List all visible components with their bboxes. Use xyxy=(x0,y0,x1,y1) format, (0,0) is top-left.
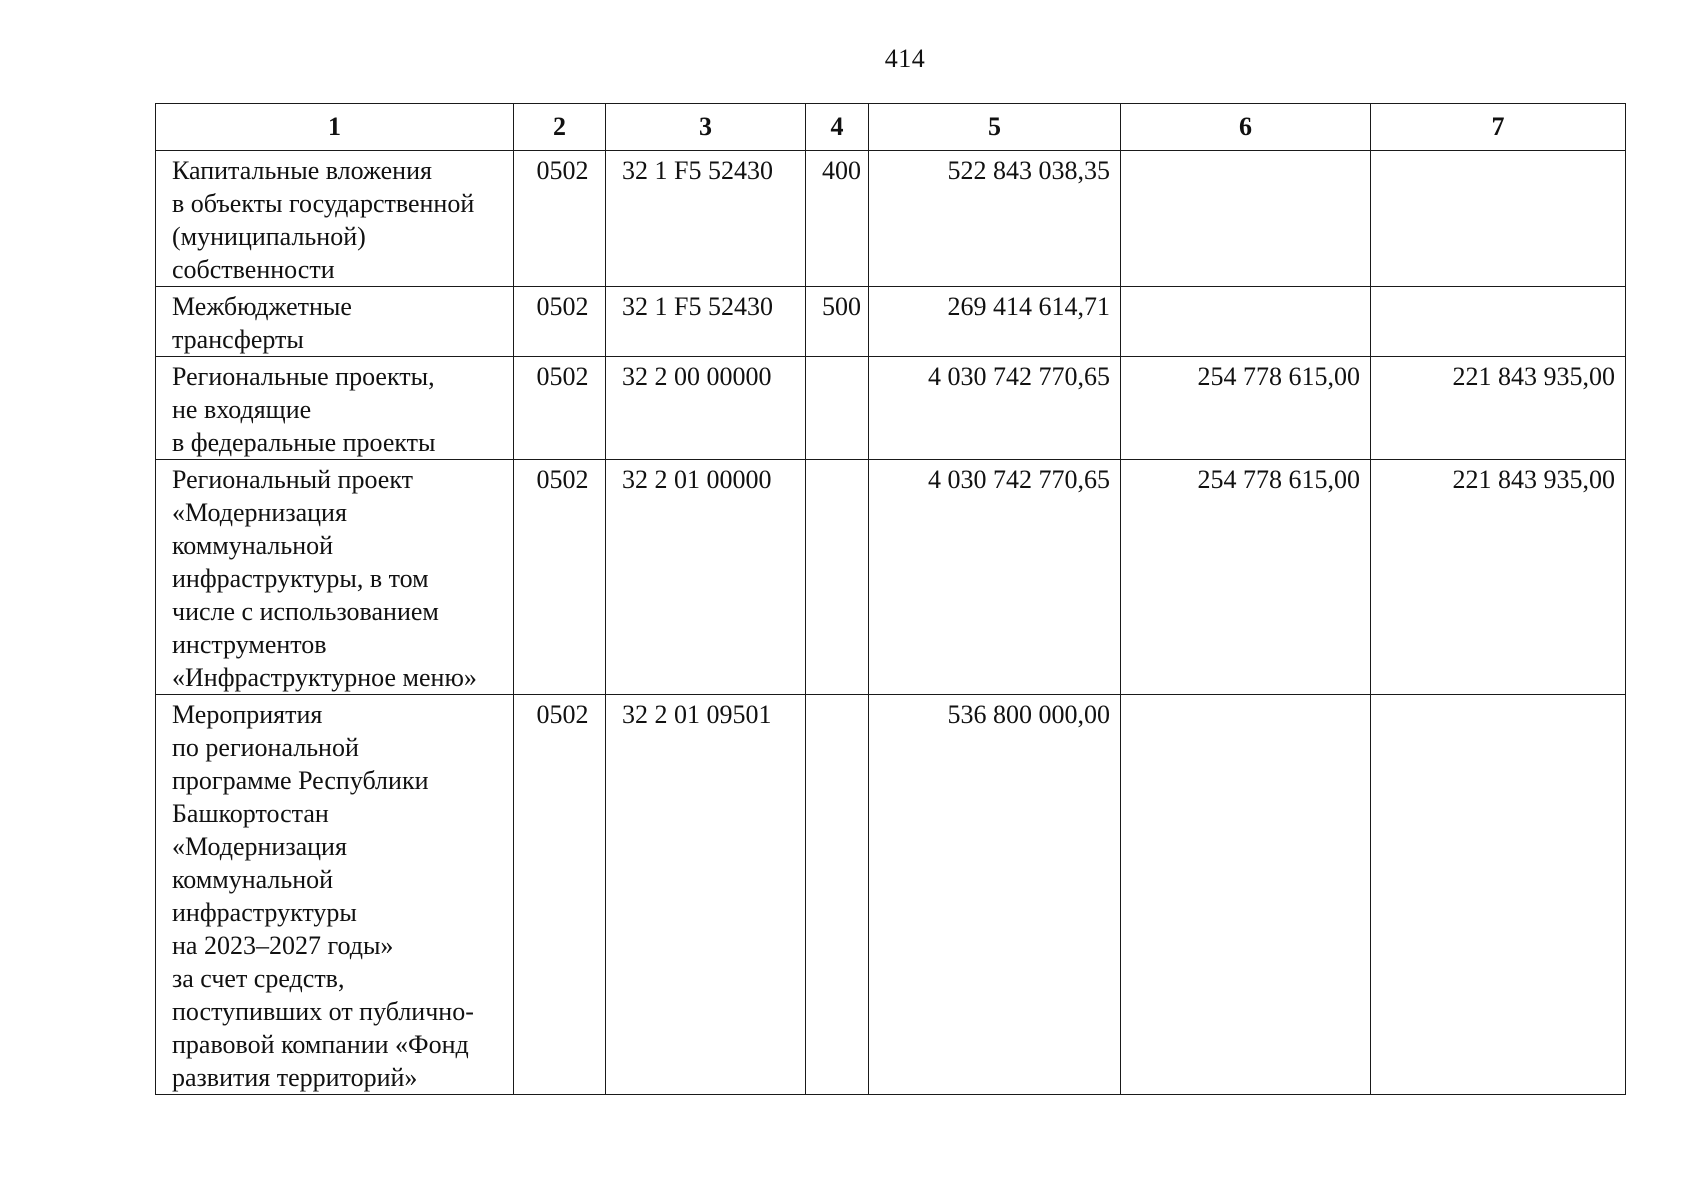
column-header-3: 3 xyxy=(606,104,806,151)
amount-col-6 xyxy=(1121,695,1371,1095)
column-header-7: 7 xyxy=(1371,104,1626,151)
row-name: Капитальные вложения в объекты государственной (муниципальной) собственности xyxy=(156,151,514,287)
expense-type-code xyxy=(806,357,869,460)
section-code: 0502 xyxy=(514,151,606,287)
amount-col-6 xyxy=(1121,151,1371,287)
target-article-code: 32 1 F5 52430 xyxy=(606,287,806,357)
amount-col-5: 522 843 038,35 xyxy=(869,151,1121,287)
row-name: Региональный проект «Модернизация коммунальной инфраструктуры, в том числе с использованием инструментов «Инфраструктурное меню» xyxy=(156,460,514,695)
amount-col-6: 254 778 615,00 xyxy=(1121,460,1371,695)
amount-col-5: 269 414 614,71 xyxy=(869,287,1121,357)
table-row xyxy=(156,151,1626,287)
amount-col-7 xyxy=(1371,287,1626,357)
row-name: Межбюджетные трансферты xyxy=(156,287,514,357)
budget-table xyxy=(155,103,1626,1095)
column-header-2: 2 xyxy=(514,104,606,151)
table-row xyxy=(156,695,1626,1095)
amount-col-6: 254 778 615,00 xyxy=(1121,357,1371,460)
target-article-code: 32 2 01 09501 xyxy=(606,695,806,1095)
amount-col-7: 221 843 935,00 xyxy=(1371,357,1626,460)
table-row xyxy=(156,287,1626,357)
amount-col-7 xyxy=(1371,695,1626,1095)
target-article-code: 32 2 00 00000 xyxy=(606,357,806,460)
expense-type-code: 500 xyxy=(806,287,869,357)
amount-col-7: 221 843 935,00 xyxy=(1371,460,1626,695)
page-number: 414 xyxy=(884,44,926,73)
header-row xyxy=(156,104,1626,151)
amount-col-7 xyxy=(1371,151,1626,287)
column-header-5: 5 xyxy=(869,104,1121,151)
table-row xyxy=(156,357,1626,460)
column-header-1: 1 xyxy=(156,104,514,151)
expense-type-code xyxy=(806,695,869,1095)
section-code: 0502 xyxy=(514,357,606,460)
row-name: Региональные проекты, не входящие в федеральные проекты xyxy=(156,357,514,460)
expense-type-code: 400 xyxy=(806,151,869,287)
amount-col-5: 536 800 000,00 xyxy=(869,695,1121,1095)
table-row xyxy=(156,460,1626,695)
target-article-code: 32 2 01 00000 xyxy=(606,460,806,695)
column-header-6: 6 xyxy=(1121,104,1371,151)
section-code: 0502 xyxy=(514,695,606,1095)
column-header-4: 4 xyxy=(806,104,869,151)
section-code: 0502 xyxy=(514,460,606,695)
section-code: 0502 xyxy=(514,287,606,357)
row-name: Мероприятия по региональной программе Республики Башкортостан «Модернизация коммунальной инфраструктуры на 2023–2027 годы» за счет средств, поступивших от публично- правовой компании «Фонд развития территорий» xyxy=(156,695,514,1095)
amount-col-6 xyxy=(1121,287,1371,357)
target-article-code: 32 1 F5 52430 xyxy=(606,151,806,287)
amount-col-5: 4 030 742 770,65 xyxy=(869,357,1121,460)
expense-type-code xyxy=(806,460,869,695)
amount-col-5: 4 030 742 770,65 xyxy=(869,460,1121,695)
